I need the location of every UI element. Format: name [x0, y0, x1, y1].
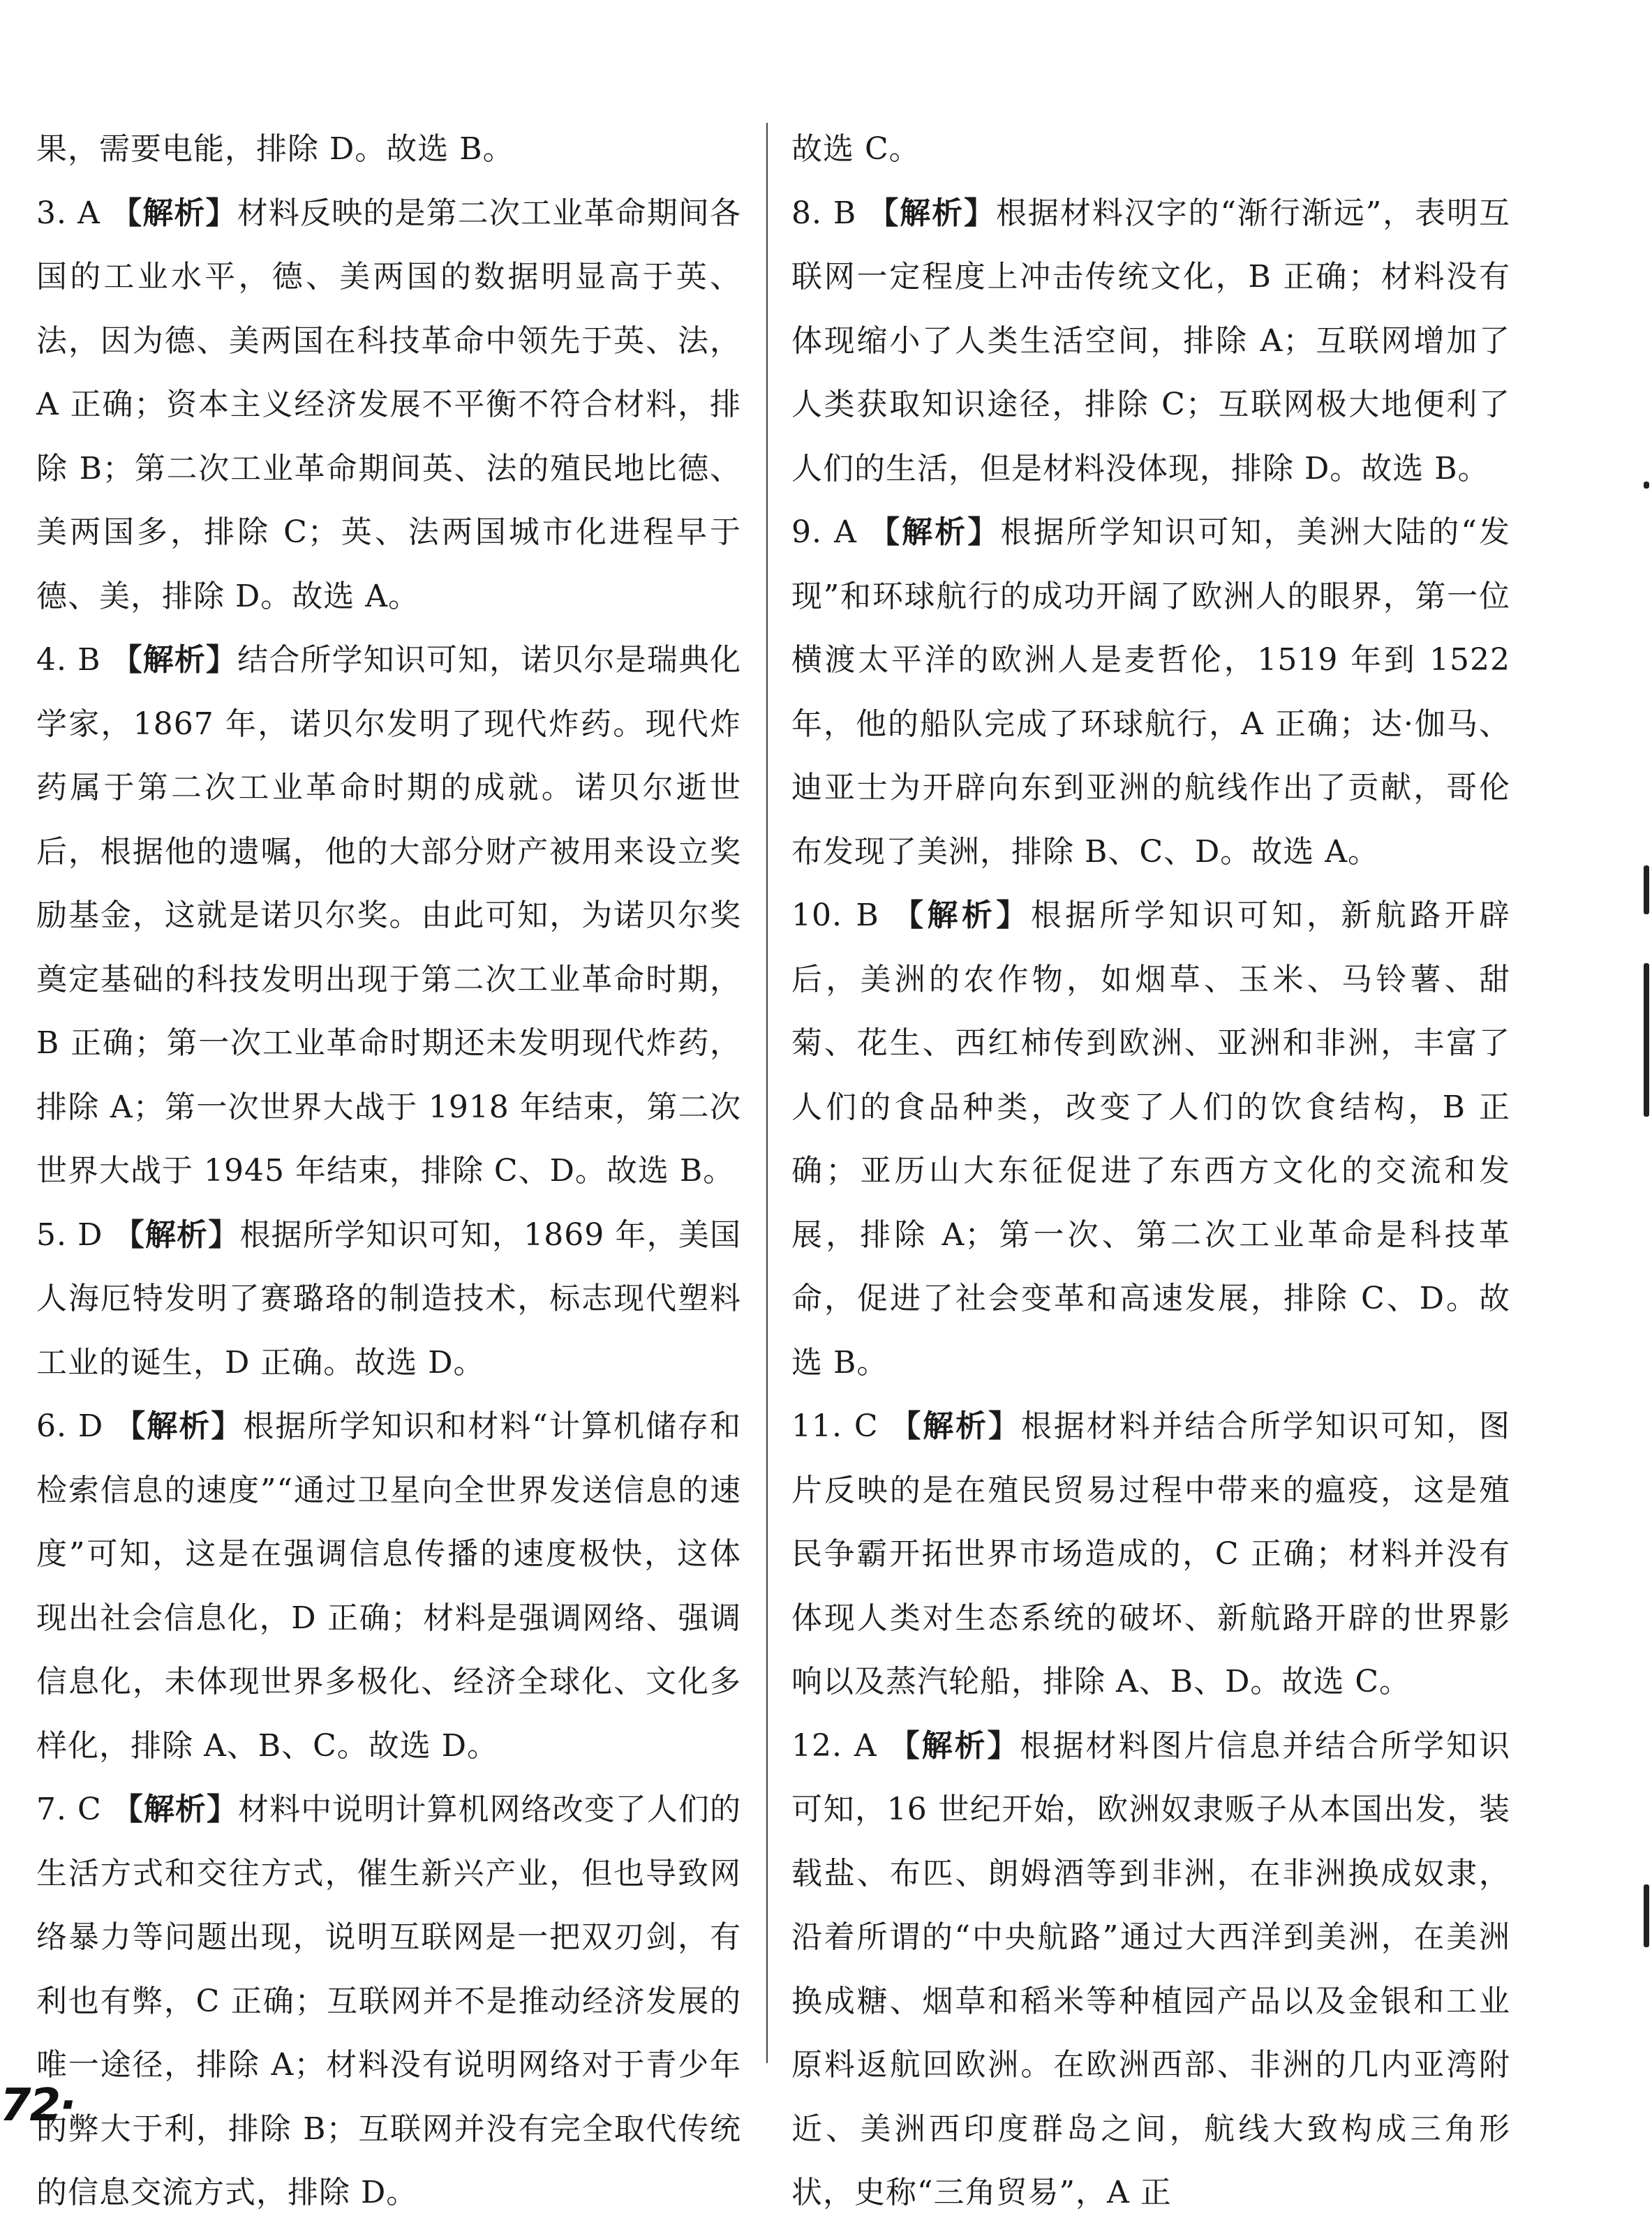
- answer-paragraph: [36, 181, 741, 629]
- page-number: 72·: [0, 2080, 75, 2131]
- analysis-tag: 【解析】: [111, 642, 238, 678]
- question-number: 12. A: [791, 1727, 877, 1764]
- analysis-tag: 【解析】: [113, 1216, 240, 1253]
- analysis-tag: 【解析】: [869, 514, 1001, 550]
- answer-paragraph: [791, 181, 1510, 501]
- answer-text: 根据所学知识可知，美洲大陆的“发现”和环球航行的成功开阔了欧洲人的眼界，第一位横渡太平洋的欧洲人是麦哲伦，1519 年到 1522 年，他的船队完成了环球航行，A 正确；达·伽马、迪亚士为开辟向东到亚洲的航线作出了贡献，哥伦布发现了美洲，排除 B、C、D。故选 A。: [791, 514, 1510, 870]
- question-number: 8. B: [791, 195, 857, 231]
- answer-paragraph: [791, 884, 1510, 1394]
- answer-text: 根据所学知识可知，1869 年，美国人海厄特发明了赛璐珞的制造技术，标志现代塑料工业的诞生，D 正确。故选 D。: [36, 1216, 741, 1381]
- answer-paragraph: [36, 1778, 741, 2225]
- analysis-tag: 【解析】: [893, 898, 1031, 933]
- answer-text: 根据材料并结合所学知识可知，图片反映的是在殖民贸易过程中带来的瘟疫，这是殖民争霸开拓世界市场造成的，C 正确；材料并没有体现人类对生态系统的破坏、新航路开辟的世界影响以及蒸汽轮船，排除 A、B、D。故选 C。: [791, 1408, 1510, 1699]
- answer-paragraph: [791, 1394, 1510, 1714]
- analysis-tag: 【解析】: [890, 1408, 1021, 1444]
- answer-paragraph: [36, 117, 741, 181]
- scan-edge-mark: [1644, 482, 1649, 489]
- answer-text: 根据所学知识和材料“计算机储存和检索信息的速度”“通过卫星向全世界发送信息的速度”可知，这是在强调信息传播的速度极快，这体现出社会信息化，D 正确；材料是强调网络、强调信息化，未体现世界多极化、经济全球化、文化多样化，排除 A、B、C。故选 D。: [36, 1408, 741, 1764]
- answer-text: 根据材料图片信息并结合所学知识可知，16 世纪开始，欧洲奴隶贩子从本国出发，装载盐、布匹、朗姆酒等到非洲，在非洲换成奴隶，沿着所谓的“中央航路”通过大西洋到美洲，在美洲换成糖、烟草和稻米等种植园产品以及金银和工业原料返航回欧洲。在欧洲西部、非洲的几内亚湾附近、美洲西印度群岛之间，航线大致构成三角形状，史称“三角贸易”，A 正: [791, 1727, 1510, 2210]
- right-column: [791, 117, 1510, 2225]
- question-number: 3. A: [36, 195, 101, 231]
- answer-paragraph: [36, 1203, 741, 1395]
- answer-text: 材料反映的是第二次工业革命期间各国的工业水平，德、美两国的数据明显高于英、法，因为德、美两国在科技革命中领先于英、法，A 正确；资本主义经济发展不平衡不符合材料，排除 B；第二次工业革命期间英、法的殖民地比德、美两国多，排除 C；英、法两国城市化进程早于德、美，排除 D。故选 A。: [36, 195, 742, 614]
- answer-paragraph: [791, 500, 1510, 884]
- question-number: 7. C: [36, 1792, 102, 1827]
- scan-edge-mark: [1644, 865, 1649, 914]
- question-number: 5. D: [36, 1216, 103, 1253]
- answer-text: 根据所学知识可知，新航路开辟后，美洲的农作物，如烟草、玉米、马铃薯、甜菊、花生、西红柿传到欧洲、亚洲和非洲，丰富了人们的食品种类，改变了人们的饮食结构，B 正确；亚历山大东征促进了东西方文化的交流和发展，排除 A；第一次、第二次工业革命是科技革命，促进了社会变革和高速发展，排除 C、D。故选 B。: [791, 898, 1511, 1381]
- question-number: 11. C: [791, 1408, 879, 1444]
- answer-paragraph: [36, 628, 741, 1203]
- question-number: 6. D: [36, 1408, 104, 1444]
- answer-text: 根据材料汉字的“渐行渐远”，表明互联网一定程度上冲击传统文化，B 正确；材料没有体现缩小了人类生活空间，排除 A；互联网增加了人类获取知识途径，排除 C；互联网极大地便利了人们的生活，但是材料没体现，排除 D。故选 B。: [791, 195, 1510, 486]
- answer-text: 果，需要电能，排除 D。故选 B。: [36, 131, 514, 167]
- analysis-tag: 【解析】: [868, 195, 996, 231]
- analysis-tag: 【解析】: [888, 1727, 1020, 1764]
- question-number: 9. A: [791, 514, 857, 550]
- question-number: 4. B: [36, 642, 101, 678]
- left-column: [36, 117, 741, 2225]
- analysis-tag: 【解析】: [112, 1792, 239, 1827]
- answer-paragraph: [791, 117, 1510, 181]
- scan-edge-mark: [1644, 1884, 1649, 1947]
- answer-paragraph: [791, 1714, 1510, 2225]
- column-divider: [766, 123, 768, 2063]
- analysis-tag: 【解析】: [111, 195, 237, 231]
- answer-paragraph: [36, 1394, 741, 1778]
- question-number: 10. B: [791, 898, 879, 933]
- answer-text: 结合所学知识可知，诺贝尔是瑞典化学家，1867 年，诺贝尔发明了现代炸药。现代炸药属于第二次工业革命时期的成就。诺贝尔逝世后，根据他的遗嘱，他的大部分财产被用来设立奖励基金，这就是诺贝尔奖。由此可知，为诺贝尔奖奠定基础的科技发明出现于第二次工业革命时期，B 正确；第一次工业革命时期还未发明现代炸药，排除 A；第一次世界大战于 1918 年结束，第二次世界大战于 1945 年结束，排除 C、D。故选 B。: [36, 642, 741, 1189]
- answer-text: 材料中说明计算机网络改变了人们的生活方式和交往方式，催生新兴产业，但也导致网络暴力等问题出现，说明互联网是一把双刃剑，有利也有弊，C 正确；互联网并不是推动经济发展的唯一途径，排除 A；材料没有说明网络对于青少年的弊大于利，排除 B；互联网并没有完全取代传统的信息交流方式，排除 D。: [36, 1792, 742, 2210]
- scan-edge-mark: [1644, 963, 1649, 1117]
- answer-text: 故选 C。: [791, 131, 921, 167]
- analysis-tag: 【解析】: [114, 1408, 244, 1444]
